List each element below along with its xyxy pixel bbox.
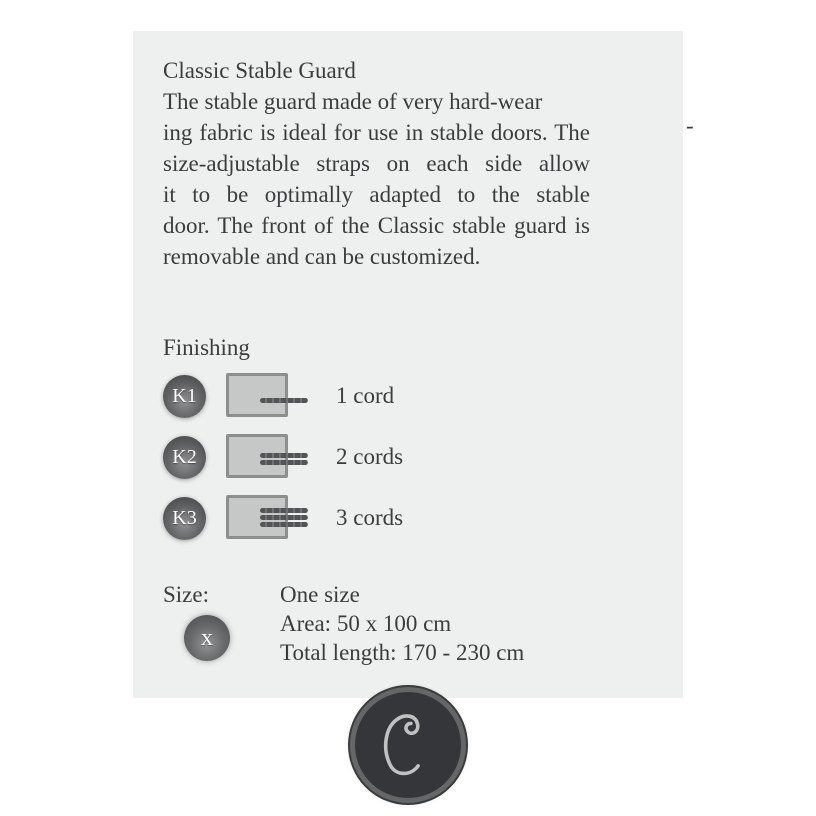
finishing-option-label: 1 cord [336,383,395,408]
brand-logo [350,687,466,803]
size-section [163,580,653,667]
size-heading: Size: [163,582,209,607]
finishing-option-k2 [163,434,653,480]
cord [260,515,308,520]
size-x-badge: x [184,615,230,661]
cord [260,522,308,527]
cord [260,508,308,513]
cord-lines [260,453,308,465]
cord [260,398,308,403]
finishing-heading: Finishing [163,335,250,360]
k2-badge: K2 [163,436,206,479]
size-line: One size [280,582,360,607]
k3-badge: K3 [163,497,206,540]
cord-lines [260,398,308,403]
pad-1-cord-icon [226,373,308,419]
cord-lines [260,508,308,527]
product-description [163,86,590,272]
description-line: size-adjustable straps on each side allow [163,151,590,176]
k1-badge: K1 [163,375,206,418]
size-line: Area: 50 x 100 cm [280,611,452,636]
finishing-option-label: 3 cords [336,505,404,530]
description-line: removable and can be customized. [163,244,481,269]
description-line: door. The front of the Classic stable guard is [163,213,590,238]
description-line: it to be optimally adapted to the stable [163,182,590,207]
description-line: ing fabric is ideal for use in stable doors. The [163,120,590,145]
size-line: Total length: 170 - 230 cm [280,640,525,665]
cord [260,453,308,458]
card-content [163,55,694,667]
product-title: Classic Stable Guard [163,58,356,83]
description-line: The stable guard made of very hard-wear [163,89,543,114]
hanging-hyphen: - [686,113,694,138]
pad-3-cords-icon [226,495,308,541]
product-card [133,31,694,698]
finishing-option-k3 [163,495,653,541]
size-details [280,580,524,667]
pad-2-cords-icon [226,434,308,480]
cord [260,460,308,465]
pad-rect [226,373,288,417]
finishing-options [163,373,653,541]
finishing-option-label: 2 cords [336,444,404,469]
script-c-icon [372,703,444,787]
finishing-option-k1 [163,373,653,419]
size-left-column [163,580,280,667]
